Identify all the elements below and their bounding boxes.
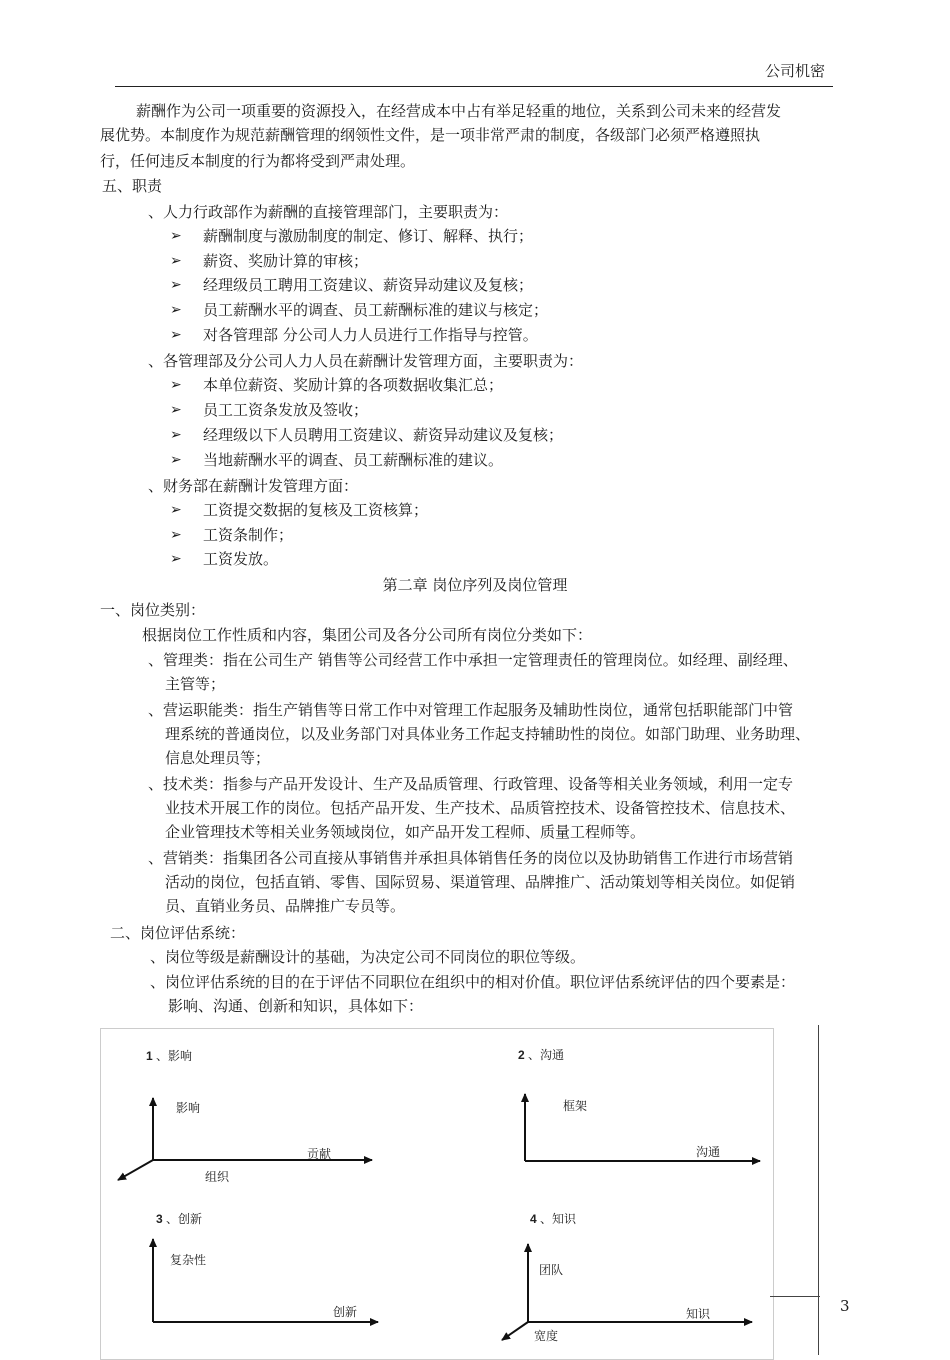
diagram-knowledge-number: 4 — [530, 1212, 537, 1226]
group1-item-1: 薪酬制度与激励制度的制定、修订、解释、执行； — [203, 227, 534, 245]
diagram-impact-number: 1 — [146, 1049, 153, 1063]
diagram-knowledge-y-label: 团队 — [539, 1263, 564, 1277]
section1-heading: 一、岗位类别： — [100, 601, 206, 619]
group2-item-1: 本单位薪资、奖励计算的各项数据收集汇总； — [203, 376, 504, 394]
category-marketing-line-1: 、营销类：指集团各公司直接从事销售并承担具体销售任务的岗位以及协助销售工作进行市场营销 — [148, 849, 794, 867]
category-operations-line-1: 、营运职能类：指生产销售等日常工作中对管理工作起服务及辅助性岗位，通常包括职能部门中管 — [148, 701, 794, 719]
bullet-arrow-icon: ➢ — [170, 253, 182, 269]
intro-line-1: 薪酬作为公司一项重要的资源投入，在经营成本中占有举足轻重的地位，关系到公司未来的经营发 — [136, 102, 782, 120]
bullet-arrow-icon: ➢ — [170, 427, 182, 443]
section5-heading: 五、职责 — [102, 177, 163, 195]
section2-line-3: 影响、沟通、创新和知识，具体如下： — [168, 997, 424, 1015]
bullet-arrow-icon: ➢ — [170, 377, 182, 393]
group1-item-2: 薪资、奖励计算的审核； — [203, 252, 369, 270]
diagram-impact-z-label: 组织 — [205, 1170, 230, 1184]
bullet-arrow-icon: ➢ — [170, 452, 182, 468]
category-management-line-1: 、管理类：指在公司生产 销售等公司经营工作中承担一定管理责任的管理岗位。如经理、副经理、 — [148, 651, 798, 669]
section2-line-2: 、岗位评估系统的目的在于评估不同职位在组织中的相对价值。职位评估系统评估的四个要素是： — [150, 973, 796, 991]
header-rule — [115, 86, 833, 87]
category-marketing-line-3: 员、直销业务员、品牌推广专员等。 — [165, 897, 406, 915]
group2-lead: 、各管理部及分公司人力人员在薪酬计发管理方面，主要职责为： — [148, 352, 584, 370]
bullet-arrow-icon: ➢ — [170, 527, 182, 543]
group3-item-3: 工资发放。 — [203, 550, 279, 568]
bullet-arrow-icon: ➢ — [170, 551, 182, 567]
diagram-innovation — [153, 1211, 378, 1322]
diagram-communication-y-label: 框架 — [563, 1099, 588, 1113]
diagram-knowledge-x-label: 知识 — [686, 1307, 711, 1321]
margin-rule-vertical — [818, 1025, 819, 1355]
bullet-arrow-icon: ➢ — [170, 302, 182, 318]
header-confidential: 公司机密 — [765, 62, 826, 80]
group3-item-1: 工资提交数据的复核及工资核算； — [203, 501, 429, 519]
category-operations-line-3: 信息处理员等； — [165, 749, 271, 767]
diagram-impact-x-label: 贡献 — [307, 1147, 332, 1161]
bullet-arrow-icon: ➢ — [170, 502, 182, 518]
diagram-communication-number: 2 — [518, 1048, 525, 1062]
category-marketing-line-2: 活动的岗位，包括直销、零售、国际贸易、渠道管理、品牌推广、活动策划等相关岗位。如促销 — [165, 873, 796, 891]
section2-line-1: 、岗位等级是薪酬设计的基础，为决定公司不同岗位的职位等级。 — [150, 948, 586, 966]
diagram-communication-x-label: 沟通 — [696, 1145, 721, 1159]
diagram-innovation-title: 、创新 — [166, 1212, 203, 1226]
group3-lead: 、财务部在薪酬计发管理方面： — [148, 477, 359, 495]
category-operations-line-2: 理系统的普通岗位，以及业务部门对具体业务工作起支持辅助性的岗位。如部门助理、业务助理、 — [165, 725, 811, 743]
category-management-line-2: 主管等； — [165, 675, 226, 693]
section1-intro: 根据岗位工作性质和内容，集团公司及各分公司所有岗位分类如下： — [142, 626, 593, 644]
evaluation-factor-diagrams — [100, 1028, 780, 1344]
diagram-innovation-x-label: 创新 — [333, 1305, 358, 1319]
bullet-arrow-icon: ➢ — [170, 402, 182, 418]
group1-lead: 、人力行政部作为薪酬的直接管理部门，主要职责为： — [148, 203, 509, 221]
diagram-impact — [118, 1049, 372, 1184]
bullet-arrow-icon: ➢ — [170, 228, 182, 244]
group3-item-2: 工资条制作； — [203, 526, 294, 544]
group1-item-4: 员工薪酬水平的调查、员工薪酬标准的建议与核定； — [203, 301, 549, 319]
diagram-communication — [518, 1048, 760, 1161]
page-number: 3 — [840, 1297, 850, 1315]
diagram-knowledge-z-label: 宽度 — [534, 1329, 559, 1343]
intro-line-3: 行，任何违反本制度的行为都将受到严肃处理。 — [100, 152, 416, 170]
diagram-knowledge-title: 、知识 — [540, 1212, 577, 1226]
bullet-arrow-icon: ➢ — [170, 327, 182, 343]
chapter-title: 第二章 岗位序列及岗位管理 — [382, 576, 568, 594]
category-technical-line-1: 、技术类：指参与产品开发设计、生产及品质管理、行政管理、设备等相关业务领域，利用一定专 — [148, 775, 794, 793]
diagram-knowledge — [502, 1212, 752, 1343]
group2-item-2: 员工工资条发放及签收； — [203, 401, 369, 419]
intro-line-2: 展优势。本制度作为规范薪酬管理的纲领性文件，是一项非常严肃的制度，各级部门必须严格遵照执 — [100, 126, 761, 144]
group2-item-4: 当地薪酬水平的调查、员工薪酬标准的建议。 — [203, 451, 504, 469]
diagram-innovation-y-label: 复杂性 — [170, 1253, 207, 1267]
group1-item-3: 经理级员工聘用工资建议、薪资异动建议及复核； — [203, 276, 534, 294]
diagram-innovation-number: 3 — [156, 1212, 163, 1226]
bullet-arrow-icon: ➢ — [170, 277, 182, 293]
diagram-impact-y-label: 影响 — [176, 1101, 201, 1115]
category-technical-line-3: 企业管理技术等相关业务领域岗位，如产品开发工程师、质量工程师等。 — [165, 823, 646, 841]
diagram-impact-title: 、影响 — [156, 1049, 193, 1063]
group2-item-3: 经理级以下人员聘用工资建议、薪资异动建议及复核； — [203, 426, 564, 444]
diagram-communication-title: 、沟通 — [528, 1048, 565, 1062]
group1-item-5: 对各管理部 分公司人力人员进行工作指导与控管。 — [203, 326, 538, 344]
diagram-impact-z-axis — [118, 1160, 153, 1180]
category-technical-line-2: 业技术开展工作的岗位。包括产品开发、生产技术、品质管控技术、设备管控技术、信息技术、 — [165, 799, 796, 817]
section2-heading: 二、岗位评估系统： — [110, 924, 246, 942]
diagram-knowledge-z-axis — [502, 1322, 528, 1340]
